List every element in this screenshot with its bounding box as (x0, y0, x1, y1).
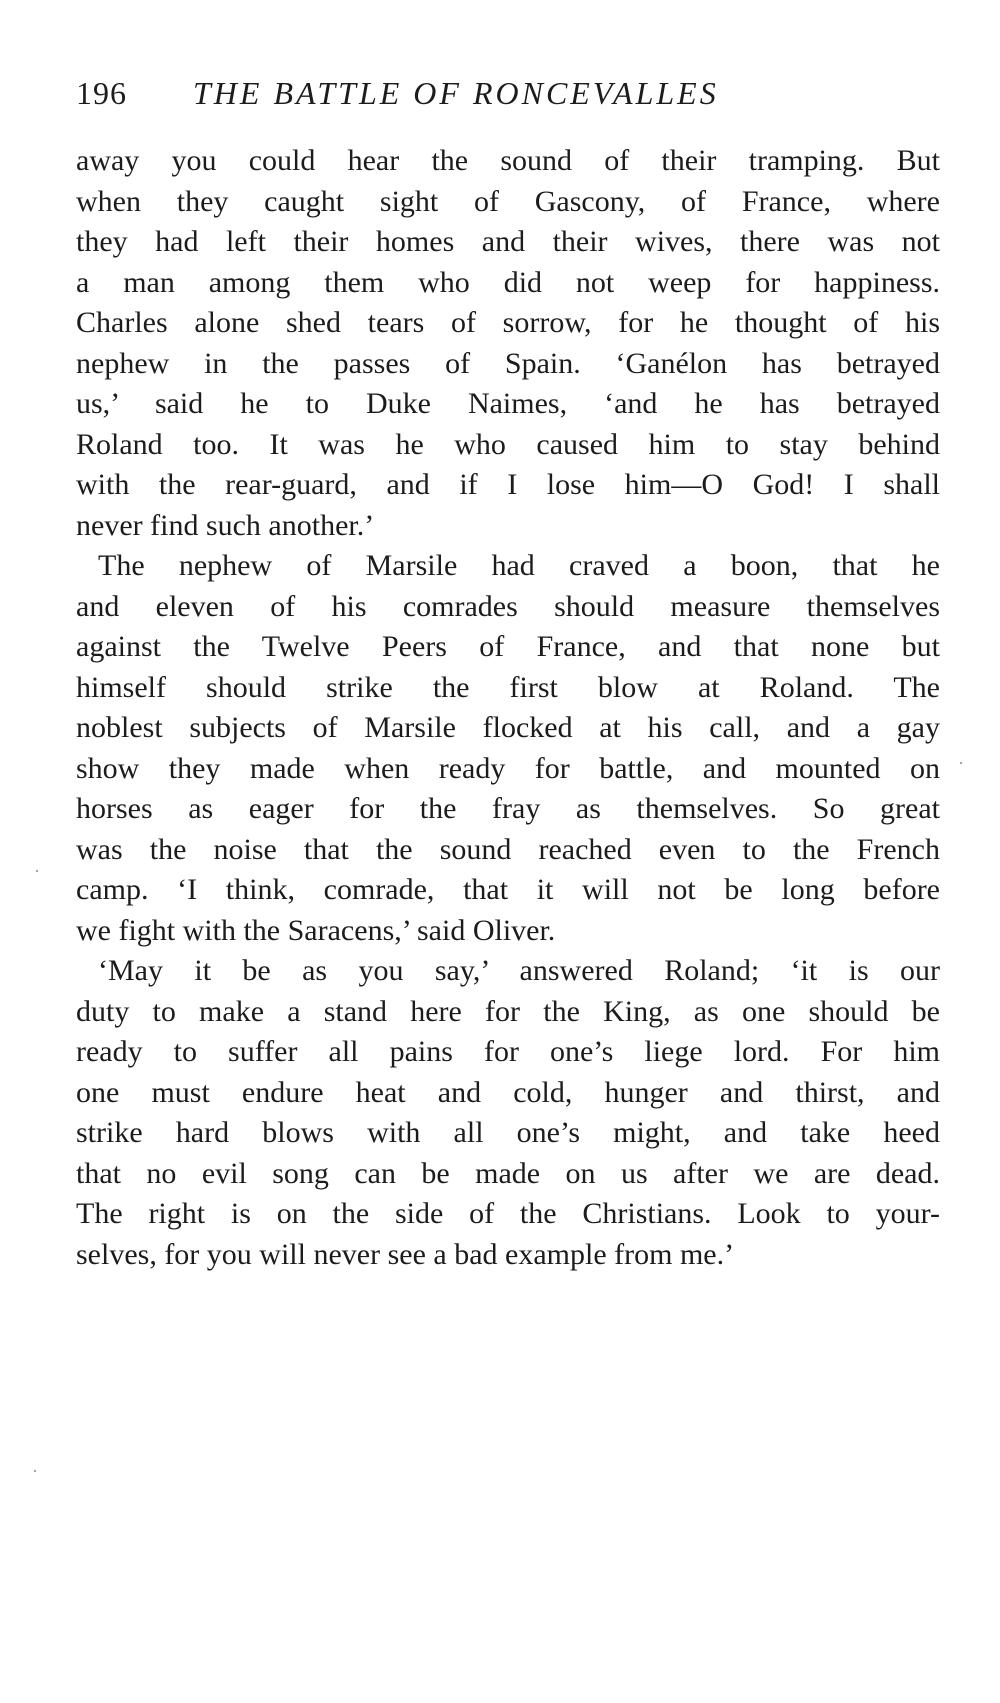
text-line: a man among them who did not weep for happiness. (76, 265, 940, 299)
paragraph-1 (76, 141, 940, 546)
text-line: we fight with the Saracens,’ said Oliver. (76, 913, 556, 947)
text-line: against the Twelve Peers of France, and that none but (76, 630, 940, 663)
text-line: noblest subjects of Marsile flocked at his call, and a gay (76, 711, 940, 744)
paper-speck (34, 1470, 36, 1472)
text-line: horses as eager for the fray as themselves. So great (76, 792, 940, 825)
page-number: 196 (76, 75, 127, 111)
running-title: THE BATTLE OF RONCEVALLES (193, 75, 719, 111)
text-line: show they made when ready for battle, and mounted on (76, 751, 940, 785)
text-line: one must endure heat and cold, hunger and thirst, and (76, 1075, 940, 1109)
paragraph-2 (76, 546, 940, 951)
text-line: duty to make a stand here for the King, as one should be (76, 994, 940, 1028)
text-line: ‘May it be as you say,’ answered Roland; ‘it is our (98, 954, 940, 987)
text-line: never find such another.’ (76, 508, 375, 542)
body-text (76, 141, 940, 1275)
text-line: selves, for you will never see a bad example from me.’ (76, 1237, 735, 1271)
text-line: The nephew of Marsile had craved a boon, that he (98, 549, 940, 582)
text-line: Roland too. It was he who caused him to stay behind (76, 427, 940, 461)
text-line: was the noise that the sound reached even to the French (76, 832, 940, 866)
text-line: nephew in the passes of Spain. ‘Ganélon has betrayed (76, 346, 940, 380)
text-line: they had left their homes and their wives, there was not (76, 225, 940, 258)
text-line: and eleven of his comrades should measure themselves (76, 589, 940, 623)
text-line: ready to suffer all pains for one’s liege lord. For him (76, 1035, 940, 1068)
text-line: strike hard blows with all one’s might, and take heed (76, 1116, 940, 1149)
paper-speck (960, 762, 962, 764)
running-head (76, 68, 940, 118)
text-line: himself should strike the first blow at Roland. The (76, 670, 940, 704)
text-line: with the rear-guard, and if I lose him—O God! I shall (76, 468, 940, 501)
paper-speck (36, 870, 38, 872)
text-line: camp. ‘I think, comrade, that it will not be long before (76, 873, 940, 906)
text-line: away you could hear the sound of their tramping. But (76, 144, 940, 177)
paragraph-3 (76, 951, 940, 1275)
text-line: The right is on the side of the Christians. Look to your- (76, 1197, 940, 1230)
text-line: Charles alone shed tears of sorrow, for he thought of his (76, 306, 940, 339)
text-line: that no evil song can be made on us after we are dead. (76, 1156, 940, 1190)
text-line: us,’ said he to Duke Naimes, ‘and he has betrayed (76, 387, 940, 420)
text-line: when they caught sight of Gascony, of France, where (76, 184, 940, 218)
